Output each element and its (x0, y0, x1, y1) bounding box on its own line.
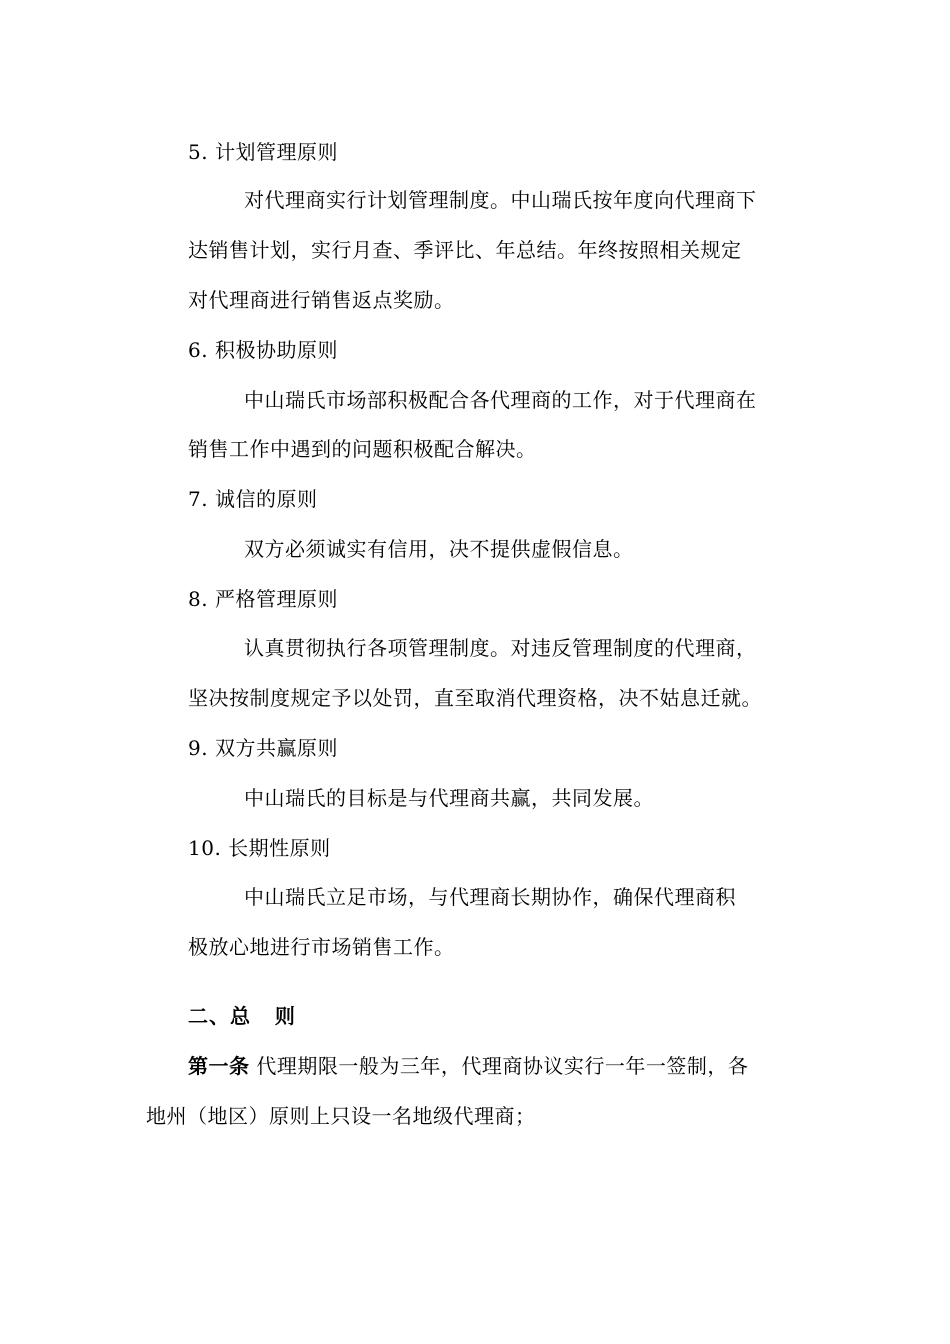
principle-10-heading: 10. 长期性原则 (188, 836, 331, 860)
article-1-line-2: 地州（地区）原则上只设一名地级代理商； (146, 1104, 536, 1128)
principle-6-text-line-1: 中山瑞氏市场部积极配合各代理商的工作，对于代理商在 (244, 388, 757, 412)
principle-5-text-line-2: 达销售计划，实行月查、季评比、年总结。年终按照相关规定 (188, 238, 742, 262)
principle-8-text-line-2: 坚决按制度规定予以处罚，直至取消代理资格，决不姑息迁就。 (188, 686, 762, 710)
principle-9-heading: 9. 双方共赢原则 (188, 736, 338, 760)
section-title: 二、总 则 (188, 1004, 296, 1028)
article-1-label: 第一条 (188, 1054, 250, 1078)
article-1-text-1: 代理期限一般为三年，代理商协议实行一年一签制，各 (249, 1054, 749, 1078)
principle-5-text-line-3: 对代理商进行销售返点奖励。 (188, 288, 455, 312)
principle-6-heading: 6. 积极协助原则 (188, 338, 338, 362)
principle-8-heading: 8. 严格管理原则 (188, 587, 338, 611)
principle-5-text-line-1: 对代理商实行计划管理制度。中山瑞氏按年度向代理商下 (244, 188, 757, 212)
principle-10-text-line-1: 中山瑞氏立足市场，与代理商长期协作，确保代理商积 (244, 885, 736, 909)
article-1-line-1 (188, 1054, 748, 1078)
principle-7-text-line-1: 双方必须诚实有信用，决不提供虚假信息。 (244, 537, 634, 561)
principle-8-text-line-1: 认真贯彻执行各项管理制度。对违反管理制度的代理商， (244, 636, 757, 660)
principle-7-heading: 7. 诚信的原则 (188, 487, 318, 511)
principle-9-text-line-1: 中山瑞氏的目标是与代理商共赢，共同发展。 (244, 786, 654, 810)
principle-6-text-line-2: 销售工作中遇到的问题积极配合解决。 (188, 437, 537, 461)
principle-5-heading: 5. 计划管理原则 (188, 140, 338, 164)
principle-10-text-line-2: 极放心地进行市场销售工作。 (188, 935, 455, 959)
